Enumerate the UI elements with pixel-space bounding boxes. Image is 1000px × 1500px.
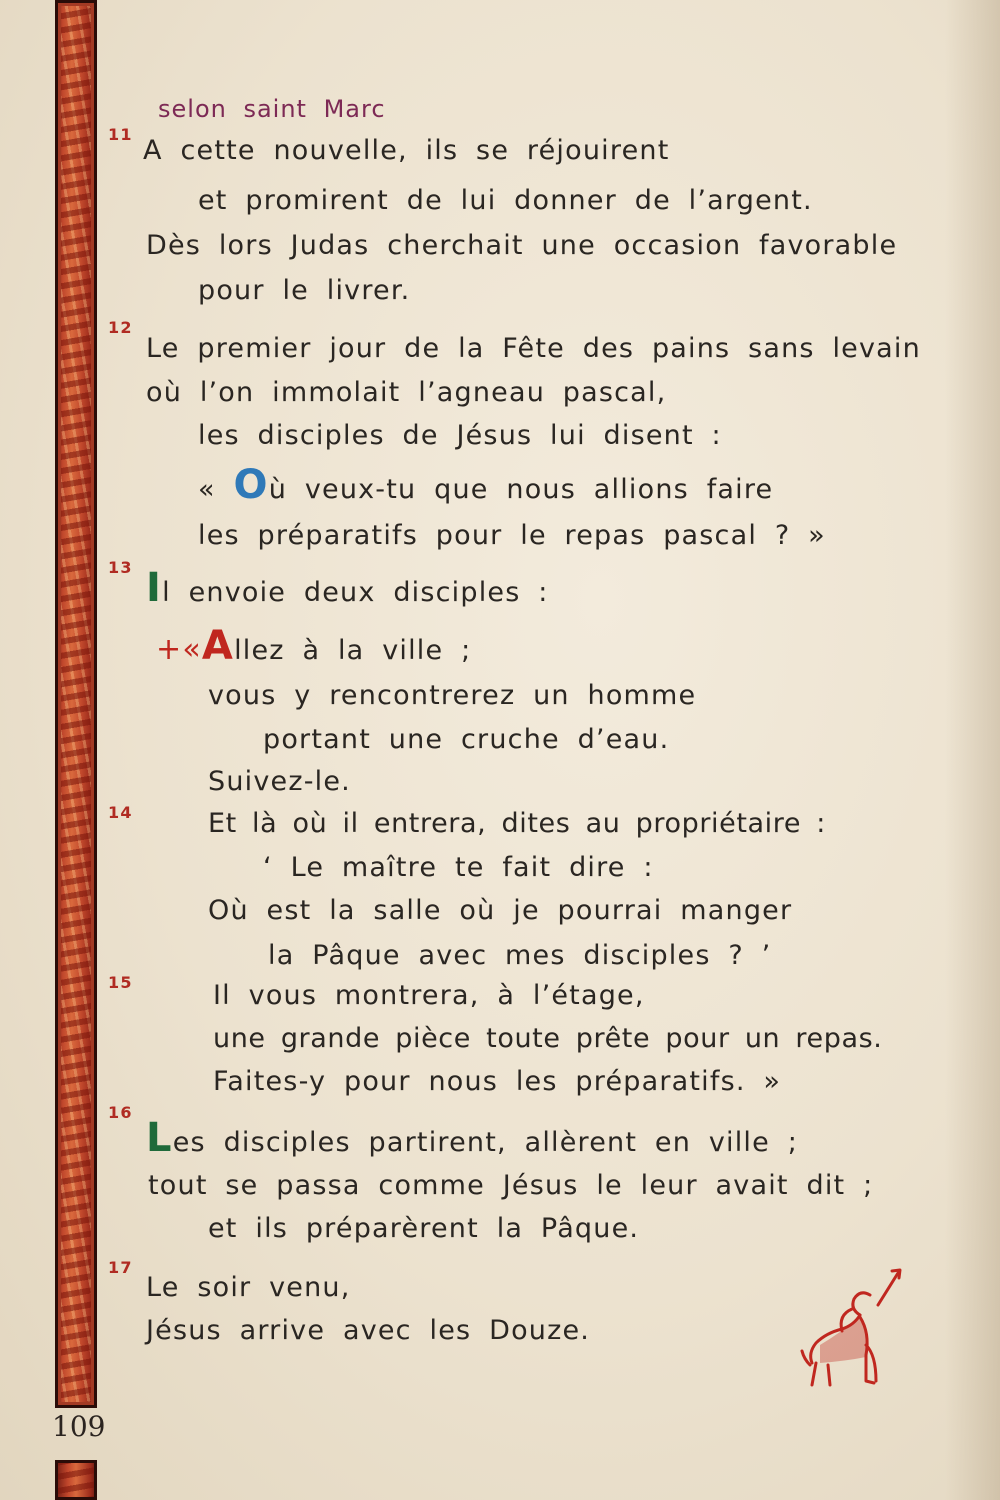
initial-letter: O xyxy=(233,462,269,508)
verse-11-line-3: Dès lors Judas cherchait une occasion favorable xyxy=(146,230,898,261)
verse-16-line-1: Les disciples partirent, allèrent en ville ; xyxy=(146,1115,799,1161)
decorative-border xyxy=(55,0,97,1408)
page-number: 109 xyxy=(52,1410,106,1443)
verse-11-line-4: pour le livrer. xyxy=(198,275,411,306)
verse-number: 16 xyxy=(108,1103,133,1122)
initial-letter: A xyxy=(201,623,235,669)
verse-17-line-2: Jésus arrive avec les Douze. xyxy=(146,1315,591,1346)
section-heading: selon saint Marc xyxy=(158,95,386,123)
verse-number: 13 xyxy=(108,558,133,577)
verse-14-line-2: ‘ Le maître te fait dire : xyxy=(263,852,654,883)
verse-13-line-4: portant une cruche d’eau. xyxy=(263,724,670,755)
verse-number: 12 xyxy=(108,318,133,337)
verse-12-line-5: les préparatifs pour le repas pascal ? » xyxy=(198,520,826,551)
verse-14-line-4: la Pâque avec mes disciples ? ’ xyxy=(268,940,772,971)
lion-of-saint-mark-icon xyxy=(800,1265,910,1390)
initial-letter: I xyxy=(146,565,163,611)
verse-15-line-1: Il vous montrera, à l’étage, xyxy=(213,980,645,1011)
verse-12-line-2: où l’on immolait l’agneau pascal, xyxy=(146,377,667,408)
verse-14-line-3: Où est la salle où je pourrai manger xyxy=(208,895,793,926)
verse-15-line-2: une grande pièce toute prête pour un repas. xyxy=(213,1023,883,1054)
verse-12-line-1: Le premier jour de la Fête des pains sans levain xyxy=(146,333,921,364)
verse-number: 11 xyxy=(108,125,133,144)
verse-13-line-5: Suivez-le. xyxy=(208,766,351,797)
verse-14-line-1: Et là où il entrera, dites au propriétaire : xyxy=(208,808,826,839)
verse-16-line-2: tout se passa comme Jésus le leur avait dit ; xyxy=(148,1170,874,1201)
initial-letter: A xyxy=(143,135,163,166)
verse-11-line-1: A cette nouvelle, ils se réjouirent xyxy=(143,135,670,166)
verse-13-line-1: Il envoie deux disciples : xyxy=(146,565,549,611)
verse-11-line-2: et promirent de lui donner de l’argent. xyxy=(198,185,813,216)
initial-letter: L xyxy=(146,1115,173,1161)
verse-number: 15 xyxy=(108,973,133,992)
verse-13-line-2: +«Allez à la ville ; xyxy=(156,623,472,669)
cross-icon: + xyxy=(156,632,183,667)
verse-number: 17 xyxy=(108,1258,133,1277)
verse-17-line-1: Le soir venu, xyxy=(146,1272,351,1303)
verse-15-line-3: Faites-y pour nous les préparatifs. » xyxy=(213,1066,782,1097)
verse-16-line-3: et ils préparèrent la Pâque. xyxy=(208,1213,640,1244)
decorative-border-bottom xyxy=(55,1460,97,1500)
verse-13-line-3: vous y rencontrerez un homme xyxy=(208,680,697,711)
verse-number: 14 xyxy=(108,803,133,822)
verse-12-line-4: « Où veux-tu que nous allions faire xyxy=(198,462,774,508)
verse-12-line-3: les disciples de Jésus lui disent : xyxy=(198,420,722,451)
